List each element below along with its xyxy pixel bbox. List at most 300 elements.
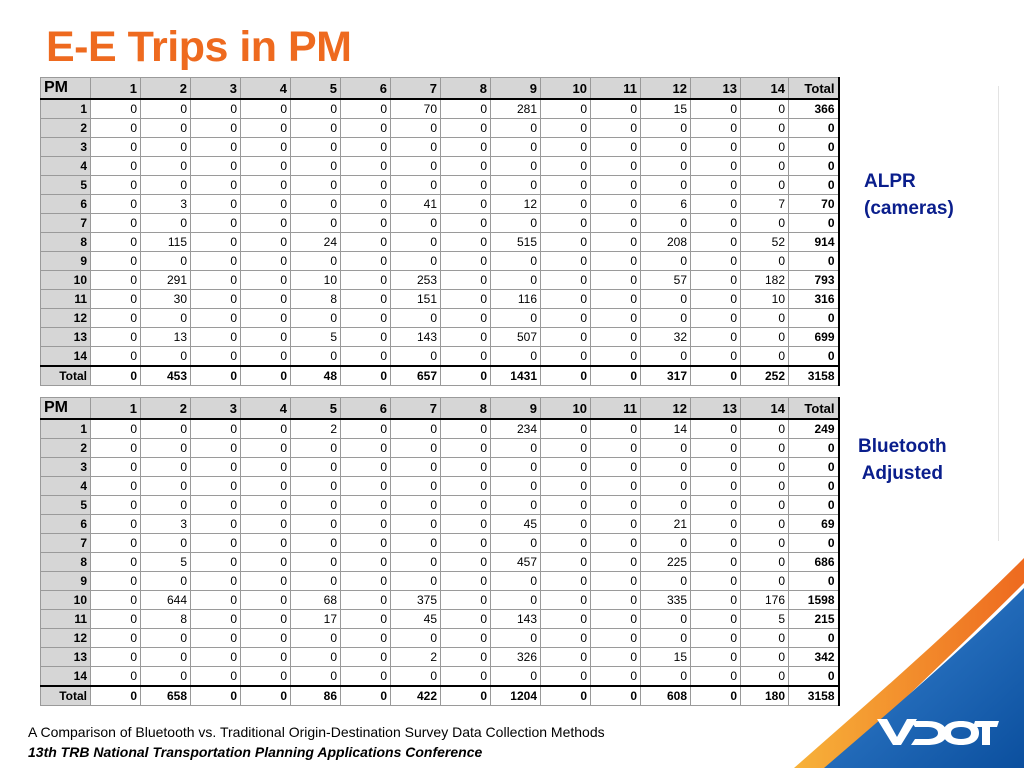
table-cell: 5 bbox=[141, 553, 191, 572]
row-header: 6 bbox=[41, 515, 91, 534]
table-cell: 0 bbox=[341, 439, 391, 458]
table-cell: 0 bbox=[741, 309, 789, 328]
table-cell: 0 bbox=[441, 419, 491, 439]
table-cell: 0 bbox=[591, 271, 641, 290]
row-header: 8 bbox=[41, 553, 91, 572]
table-cell: 0 bbox=[591, 458, 641, 477]
table-cell: 0 bbox=[741, 347, 789, 367]
table-cell: 0 bbox=[241, 686, 291, 706]
row-header: 4 bbox=[41, 157, 91, 176]
table-cell: 0 bbox=[341, 119, 391, 138]
table-cell: 457 bbox=[491, 553, 541, 572]
table-cell: 0 bbox=[491, 667, 541, 687]
table-cell: 30 bbox=[141, 290, 191, 309]
table-cell: 0 bbox=[641, 176, 691, 195]
table-cell: 0 bbox=[191, 176, 241, 195]
table-row bbox=[41, 496, 839, 515]
table-cell: 0 bbox=[191, 534, 241, 553]
table-cell: 0 bbox=[391, 252, 441, 271]
column-header: 1 bbox=[91, 398, 141, 420]
row-total-cell: 0 bbox=[789, 138, 839, 157]
table-cell: 0 bbox=[391, 515, 441, 534]
row-total-cell: 249 bbox=[789, 419, 839, 439]
table-cell: 0 bbox=[691, 233, 741, 252]
table-cell: 0 bbox=[691, 572, 741, 591]
corner-label: PM bbox=[41, 398, 91, 420]
table-cell: 0 bbox=[441, 195, 491, 214]
table-cell: 0 bbox=[341, 496, 391, 515]
table-cell: 0 bbox=[291, 648, 341, 667]
table-cell: 0 bbox=[191, 347, 241, 367]
table-cell: 45 bbox=[391, 610, 441, 629]
column-header: 6 bbox=[341, 78, 391, 100]
table-cell: 68 bbox=[291, 591, 341, 610]
table-cell: 0 bbox=[491, 534, 541, 553]
table-cell: 0 bbox=[341, 686, 391, 706]
table-cell: 0 bbox=[91, 119, 141, 138]
table-cell: 0 bbox=[141, 458, 191, 477]
table-cell: 0 bbox=[541, 591, 591, 610]
table-cell: 52 bbox=[741, 233, 789, 252]
table-cell: 0 bbox=[391, 629, 441, 648]
table-row bbox=[41, 328, 839, 347]
table-cell: 0 bbox=[541, 99, 591, 119]
table-cell: 0 bbox=[241, 534, 291, 553]
table-cell: 0 bbox=[241, 496, 291, 515]
table-cell: 234 bbox=[491, 419, 541, 439]
table-cell: 0 bbox=[641, 667, 691, 687]
row-header: 1 bbox=[41, 99, 91, 119]
table-cell: 0 bbox=[91, 271, 141, 290]
row-total-cell: 1598 bbox=[789, 591, 839, 610]
table-cell: 0 bbox=[191, 458, 241, 477]
table-cell: 0 bbox=[591, 252, 641, 271]
table-row bbox=[41, 290, 839, 309]
table-cell: 0 bbox=[691, 534, 741, 553]
table-row bbox=[41, 553, 839, 572]
row-total-cell: 316 bbox=[789, 290, 839, 309]
table-cell: 0 bbox=[341, 176, 391, 195]
row-header: Total bbox=[41, 686, 91, 706]
table-cell: 0 bbox=[491, 309, 541, 328]
table-cell: 0 bbox=[341, 214, 391, 233]
table-cell: 2 bbox=[391, 648, 441, 667]
table-cell: 0 bbox=[191, 419, 241, 439]
row-total-cell: 69 bbox=[789, 515, 839, 534]
table-cell: 0 bbox=[241, 195, 291, 214]
table-row bbox=[41, 515, 839, 534]
table-cell: 0 bbox=[391, 347, 441, 367]
table-cell: 0 bbox=[741, 629, 789, 648]
table-cell: 208 bbox=[641, 233, 691, 252]
table-cell: 0 bbox=[441, 99, 491, 119]
table-cell: 0 bbox=[491, 214, 541, 233]
table-cell: 0 bbox=[91, 439, 141, 458]
row-total-cell: 0 bbox=[789, 309, 839, 328]
table-row bbox=[41, 610, 839, 629]
table-cell: 0 bbox=[541, 214, 591, 233]
table-cell: 0 bbox=[241, 252, 291, 271]
table-cell: 0 bbox=[441, 610, 491, 629]
table-cell: 0 bbox=[91, 553, 141, 572]
table-cell: 0 bbox=[141, 629, 191, 648]
table-row bbox=[41, 119, 839, 138]
table-cell: 0 bbox=[191, 233, 241, 252]
table-cell: 0 bbox=[591, 157, 641, 176]
table-cell: 0 bbox=[241, 610, 291, 629]
row-header: 7 bbox=[41, 214, 91, 233]
table-cell: 0 bbox=[191, 309, 241, 328]
table-cell: 0 bbox=[341, 572, 391, 591]
table-cell: 0 bbox=[541, 439, 591, 458]
table-cell: 0 bbox=[441, 176, 491, 195]
alpr-label-text: ALPR (cameras) bbox=[864, 171, 954, 219]
table-cell: 0 bbox=[141, 214, 191, 233]
table-cell: 0 bbox=[441, 233, 491, 252]
table-cell: 0 bbox=[241, 667, 291, 687]
table-cell: 0 bbox=[441, 534, 491, 553]
table-cell: 507 bbox=[491, 328, 541, 347]
table-cell: 0 bbox=[191, 515, 241, 534]
table-cell: 0 bbox=[291, 157, 341, 176]
row-total-cell: 0 bbox=[789, 347, 839, 367]
table-cell: 0 bbox=[141, 439, 191, 458]
table-cell: 0 bbox=[491, 439, 541, 458]
table-cell: 0 bbox=[341, 458, 391, 477]
table-cell: 0 bbox=[691, 496, 741, 515]
row-total-cell: 0 bbox=[789, 477, 839, 496]
table-cell: 0 bbox=[341, 553, 391, 572]
table-cell: 0 bbox=[241, 439, 291, 458]
table-cell: 0 bbox=[541, 667, 591, 687]
column-header: 14 bbox=[741, 78, 789, 100]
table-cell: 0 bbox=[491, 496, 541, 515]
table-cell: 0 bbox=[441, 572, 491, 591]
table-cell: 0 bbox=[741, 252, 789, 271]
table-cell: 0 bbox=[291, 138, 341, 157]
table-cell: 0 bbox=[691, 138, 741, 157]
table-cell: 0 bbox=[191, 119, 241, 138]
table-cell: 0 bbox=[491, 119, 541, 138]
table-cell: 0 bbox=[541, 271, 591, 290]
alpr-od-table bbox=[40, 77, 840, 386]
table-cell: 0 bbox=[491, 271, 541, 290]
table-cell: 0 bbox=[91, 458, 141, 477]
table-cell: 0 bbox=[91, 328, 141, 347]
table-cell: 48 bbox=[291, 366, 341, 386]
table-cell: 0 bbox=[141, 252, 191, 271]
table-cell: 0 bbox=[741, 553, 789, 572]
table-cell: 0 bbox=[641, 496, 691, 515]
column-header: 12 bbox=[641, 398, 691, 420]
table-cell: 0 bbox=[191, 328, 241, 347]
table-cell: 0 bbox=[291, 195, 341, 214]
row-header: 11 bbox=[41, 290, 91, 309]
row-total-cell: 0 bbox=[789, 572, 839, 591]
table-cell: 0 bbox=[91, 686, 141, 706]
table-cell: 0 bbox=[591, 667, 641, 687]
table-cell: 0 bbox=[641, 629, 691, 648]
table-cell: 0 bbox=[341, 648, 391, 667]
row-header: 9 bbox=[41, 572, 91, 591]
table-cell: 0 bbox=[491, 572, 541, 591]
table-row bbox=[41, 477, 839, 496]
table-cell: 0 bbox=[641, 572, 691, 591]
table-cell: 0 bbox=[591, 195, 641, 214]
table-cell: 0 bbox=[641, 252, 691, 271]
table-cell: 0 bbox=[91, 572, 141, 591]
table-cell: 0 bbox=[741, 214, 789, 233]
column-header: 9 bbox=[491, 78, 541, 100]
table-cell: 0 bbox=[691, 686, 741, 706]
table-cell: 0 bbox=[741, 176, 789, 195]
table-cell: 0 bbox=[741, 496, 789, 515]
table-cell: 0 bbox=[591, 477, 641, 496]
row-total-cell: 0 bbox=[789, 496, 839, 515]
row-header: 1 bbox=[41, 419, 91, 439]
row-header: 7 bbox=[41, 534, 91, 553]
table-cell: 176 bbox=[741, 591, 789, 610]
table-cell: 0 bbox=[291, 572, 341, 591]
table-cell: 0 bbox=[441, 553, 491, 572]
table-cell: 0 bbox=[591, 553, 641, 572]
table-cell: 0 bbox=[691, 610, 741, 629]
table-cell: 0 bbox=[491, 252, 541, 271]
table-cell: 0 bbox=[191, 496, 241, 515]
table-cell: 291 bbox=[141, 271, 191, 290]
table-cell: 422 bbox=[391, 686, 441, 706]
table-cell: 0 bbox=[441, 496, 491, 515]
table-cell: 41 bbox=[391, 195, 441, 214]
table-cell: 0 bbox=[91, 233, 141, 252]
table-cell: 0 bbox=[241, 629, 291, 648]
table-cell: 0 bbox=[591, 347, 641, 367]
table-cell: 0 bbox=[91, 366, 141, 386]
table-cell: 0 bbox=[641, 439, 691, 458]
table-cell: 10 bbox=[291, 271, 341, 290]
table-cell: 0 bbox=[741, 328, 789, 347]
table-cell: 0 bbox=[541, 195, 591, 214]
table-cell: 116 bbox=[491, 290, 541, 309]
table-cell: 0 bbox=[591, 419, 641, 439]
table-cell: 0 bbox=[341, 667, 391, 687]
table-cell: 0 bbox=[341, 366, 391, 386]
table-cell: 0 bbox=[591, 214, 641, 233]
header-row bbox=[41, 398, 839, 420]
table-cell: 0 bbox=[241, 119, 291, 138]
table-cell: 0 bbox=[191, 686, 241, 706]
table-cell: 24 bbox=[291, 233, 341, 252]
table-row bbox=[41, 458, 839, 477]
row-header: 13 bbox=[41, 648, 91, 667]
table-cell: 0 bbox=[441, 347, 491, 367]
table-cell: 0 bbox=[741, 419, 789, 439]
row-header: 2 bbox=[41, 119, 91, 138]
table-cell: 0 bbox=[541, 610, 591, 629]
table-cell: 0 bbox=[241, 214, 291, 233]
table-cell: 0 bbox=[441, 515, 491, 534]
table-cell: 0 bbox=[91, 347, 141, 367]
table-cell: 0 bbox=[91, 610, 141, 629]
table-cell: 0 bbox=[91, 515, 141, 534]
row-total-cell: 0 bbox=[789, 458, 839, 477]
slide-title: E-E Trips in PM bbox=[46, 23, 352, 71]
table-cell: 0 bbox=[491, 458, 541, 477]
table-cell: 0 bbox=[591, 233, 641, 252]
table-cell: 0 bbox=[591, 138, 641, 157]
row-total-cell: 0 bbox=[789, 252, 839, 271]
table-cell: 0 bbox=[341, 515, 391, 534]
table-cell: 0 bbox=[641, 347, 691, 367]
table-cell: 0 bbox=[491, 629, 541, 648]
table-cell: 8 bbox=[291, 290, 341, 309]
table-row bbox=[41, 667, 839, 687]
table-cell: 0 bbox=[141, 176, 191, 195]
table-row bbox=[41, 99, 839, 119]
table-cell: 252 bbox=[741, 366, 789, 386]
vdot-logo bbox=[877, 713, 999, 749]
row-total-cell: 0 bbox=[789, 176, 839, 195]
table-cell: 6 bbox=[641, 195, 691, 214]
table-cell: 0 bbox=[491, 477, 541, 496]
table-cell: 0 bbox=[541, 157, 591, 176]
table-row bbox=[41, 419, 839, 439]
table-cell: 0 bbox=[641, 214, 691, 233]
table-cell: 0 bbox=[541, 477, 591, 496]
table-row bbox=[41, 195, 839, 214]
row-total-cell: 3158 bbox=[789, 686, 839, 706]
table-cell: 0 bbox=[541, 553, 591, 572]
table-cell: 281 bbox=[491, 99, 541, 119]
table-cell: 70 bbox=[391, 99, 441, 119]
table-cell: 0 bbox=[191, 572, 241, 591]
row-total-cell: 0 bbox=[789, 534, 839, 553]
row-total-cell: 0 bbox=[789, 667, 839, 687]
table-cell: 115 bbox=[141, 233, 191, 252]
row-header: 5 bbox=[41, 496, 91, 515]
table-cell: 0 bbox=[741, 138, 789, 157]
column-header: 8 bbox=[441, 398, 491, 420]
column-header: 5 bbox=[291, 78, 341, 100]
table-cell: 0 bbox=[591, 572, 641, 591]
table-cell: 0 bbox=[741, 667, 789, 687]
table-cell: 0 bbox=[91, 176, 141, 195]
row-header: 12 bbox=[41, 309, 91, 328]
table-cell: 0 bbox=[541, 458, 591, 477]
table-cell: 0 bbox=[241, 419, 291, 439]
column-header: 14 bbox=[741, 398, 789, 420]
table-cell: 0 bbox=[491, 347, 541, 367]
table-cell: 180 bbox=[741, 686, 789, 706]
table-cell: 0 bbox=[191, 157, 241, 176]
table-cell: 0 bbox=[91, 477, 141, 496]
table-cell: 0 bbox=[441, 366, 491, 386]
table-cell: 0 bbox=[191, 667, 241, 687]
table-cell: 0 bbox=[391, 477, 441, 496]
column-header: Total bbox=[789, 398, 839, 420]
table-cell: 0 bbox=[441, 477, 491, 496]
table-cell: 0 bbox=[591, 290, 641, 309]
table-cell: 15 bbox=[641, 99, 691, 119]
table-cell: 0 bbox=[591, 439, 641, 458]
row-total-cell: 3158 bbox=[789, 366, 839, 386]
footer-citation: A Comparison of Bluetooth vs. Traditional Origin-Destination Survey Data Collection Methods bbox=[28, 724, 605, 740]
table-cell: 0 bbox=[391, 419, 441, 439]
table-cell: 0 bbox=[391, 138, 441, 157]
table-cell: 0 bbox=[141, 138, 191, 157]
column-header: 1 bbox=[91, 78, 141, 100]
table-cell: 0 bbox=[141, 477, 191, 496]
table-cell: 0 bbox=[641, 119, 691, 138]
table-cell: 0 bbox=[391, 553, 441, 572]
table-cell: 0 bbox=[391, 157, 441, 176]
table-cell: 0 bbox=[441, 458, 491, 477]
table-cell: 0 bbox=[691, 347, 741, 367]
table-cell: 0 bbox=[441, 309, 491, 328]
table-cell: 7 bbox=[741, 195, 789, 214]
table-cell: 0 bbox=[291, 176, 341, 195]
table-cell: 0 bbox=[691, 629, 741, 648]
table-cell: 0 bbox=[141, 534, 191, 553]
column-header: 3 bbox=[191, 398, 241, 420]
table-cell: 0 bbox=[441, 138, 491, 157]
table-cell: 0 bbox=[241, 176, 291, 195]
table-cell: 0 bbox=[241, 515, 291, 534]
table-row bbox=[41, 648, 839, 667]
table-cell: 0 bbox=[691, 477, 741, 496]
table-cell: 0 bbox=[591, 496, 641, 515]
table-cell: 0 bbox=[641, 157, 691, 176]
table-cell: 0 bbox=[191, 553, 241, 572]
table-row bbox=[41, 157, 839, 176]
table-cell: 0 bbox=[641, 458, 691, 477]
table-cell: 0 bbox=[741, 515, 789, 534]
table-row bbox=[41, 271, 839, 290]
table-cell: 0 bbox=[591, 309, 641, 328]
table-cell: 0 bbox=[591, 99, 641, 119]
table-cell: 0 bbox=[141, 119, 191, 138]
table-cell: 0 bbox=[191, 138, 241, 157]
table-cell: 0 bbox=[541, 233, 591, 252]
table-cell: 0 bbox=[141, 157, 191, 176]
table-cell: 0 bbox=[191, 648, 241, 667]
table-cell: 0 bbox=[641, 309, 691, 328]
table-cell: 0 bbox=[441, 667, 491, 687]
row-header: 10 bbox=[41, 591, 91, 610]
table-cell: 0 bbox=[191, 629, 241, 648]
table-cell: 3 bbox=[141, 195, 191, 214]
table-cell: 0 bbox=[441, 439, 491, 458]
table-cell: 0 bbox=[441, 629, 491, 648]
row-total-cell: 0 bbox=[789, 629, 839, 648]
table-cell: 0 bbox=[91, 290, 141, 309]
row-header: 13 bbox=[41, 328, 91, 347]
table-cell: 0 bbox=[191, 366, 241, 386]
table-cell: 0 bbox=[641, 477, 691, 496]
table-cell: 0 bbox=[191, 610, 241, 629]
table-cell: 0 bbox=[741, 572, 789, 591]
bluetooth-label bbox=[858, 433, 947, 487]
table-cell: 0 bbox=[441, 119, 491, 138]
table-cell: 0 bbox=[341, 477, 391, 496]
table-cell: 0 bbox=[241, 591, 291, 610]
table-cell: 12 bbox=[491, 195, 541, 214]
table-cell: 0 bbox=[241, 458, 291, 477]
table-cell: 182 bbox=[741, 271, 789, 290]
table-row bbox=[41, 233, 839, 252]
table-cell: 0 bbox=[741, 458, 789, 477]
table-cell: 0 bbox=[291, 439, 341, 458]
